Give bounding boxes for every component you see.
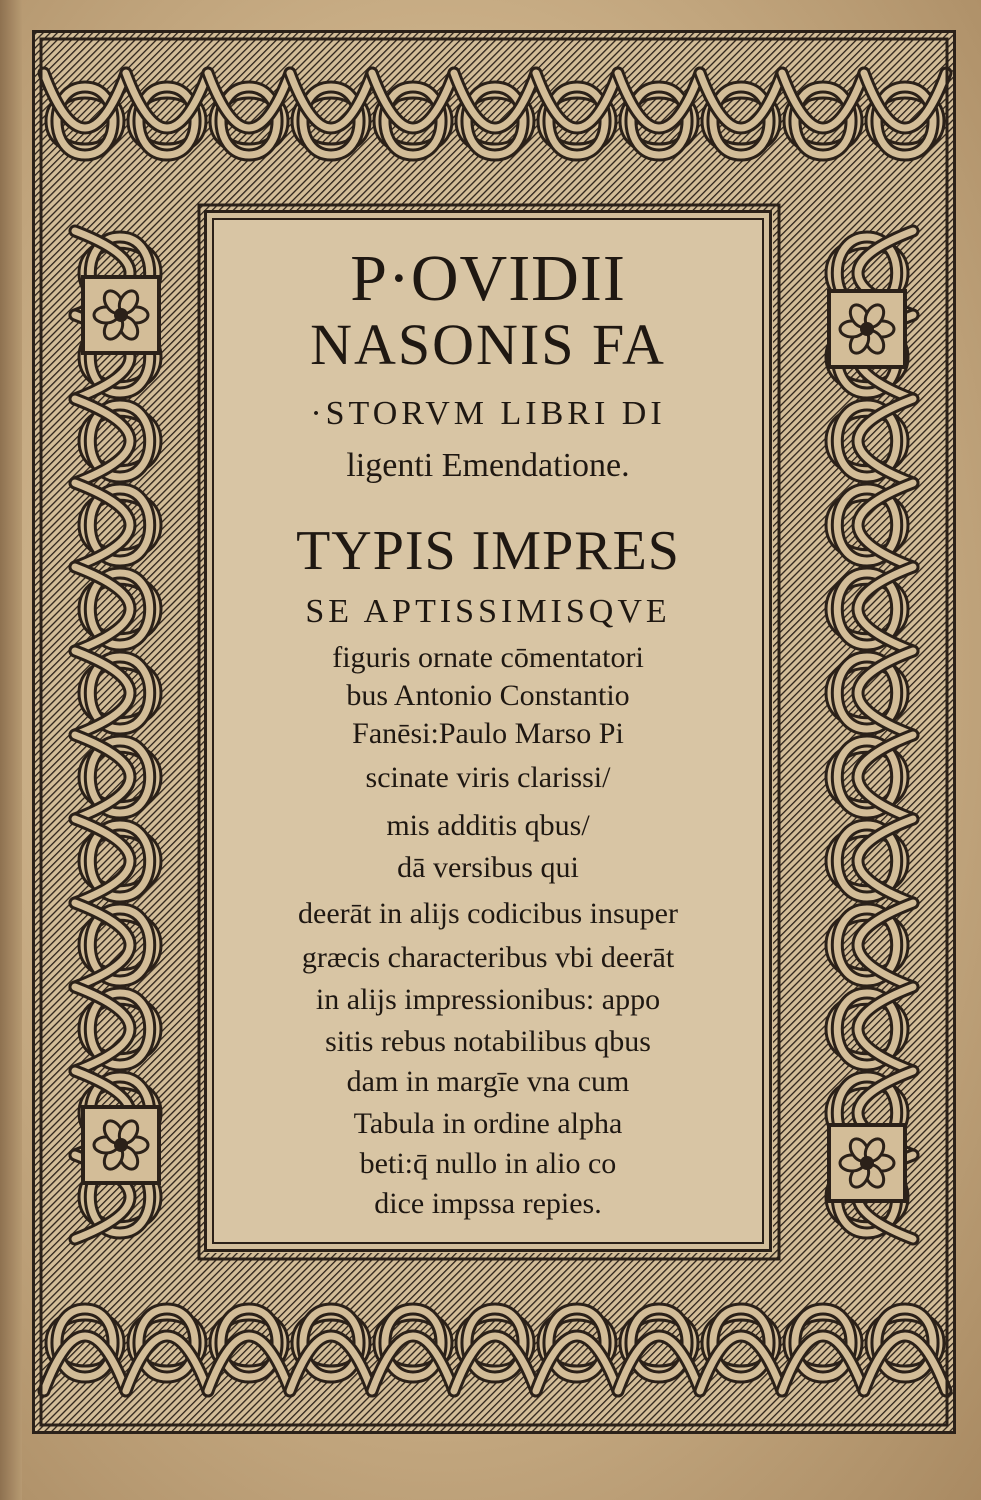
title-line-4: ligenti Emendatione. (346, 447, 630, 484)
body-line: Tabula in ordine alpha (353, 1107, 623, 1140)
body-line: in alijs impressionibus: appo (315, 983, 661, 1016)
title-line-1: P·OVIDII (350, 242, 626, 315)
body-line: græcis characteribus vbi deerāt (301, 941, 675, 974)
rosette-center (114, 308, 128, 322)
title-text-panel (204, 210, 772, 1252)
rosette-center (114, 1138, 128, 1152)
body-line: dā versibus qui (397, 851, 579, 884)
body-line: mis additis qbus/ (386, 809, 590, 842)
body-line: dice impssa repies. (374, 1187, 602, 1220)
body-line: Fanēsi:Paulo Marso Pi (352, 717, 624, 750)
heading-line-2: SE APTISSIMISQVE (305, 593, 671, 630)
body-line: scinate viris clarissi/ (365, 761, 611, 794)
body-line: sitis rebus notabilibus qbus (325, 1025, 651, 1058)
body-line: dam in margīe vna cum (346, 1065, 630, 1098)
body-line: beti:q̄ nullo in alio co (359, 1147, 617, 1180)
title-line-2: NASONIS FA (310, 312, 666, 377)
rosette-center (860, 322, 874, 336)
body-line: figuris ornate cōmentatori (332, 641, 644, 674)
heading-line-1: TYPIS IMPRES (296, 520, 680, 582)
page-edge-shadow (0, 0, 22, 1500)
rosette-center (860, 1156, 874, 1170)
body-line: bus Antonio Constantio (346, 679, 630, 712)
body-line: deerāt in alijs codicibus insuper (298, 897, 678, 930)
title-line-3: ·STORVM LIBRI DI (310, 395, 666, 432)
